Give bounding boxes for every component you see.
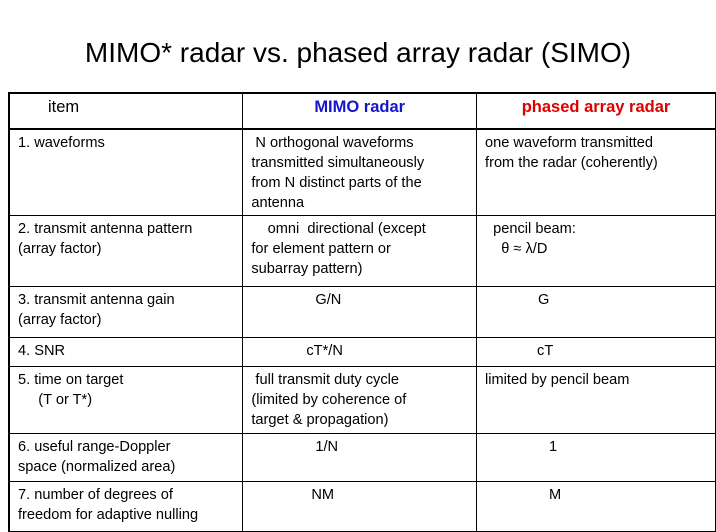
cell-line: 1. waveforms bbox=[18, 135, 105, 151]
cell-line: from N distinct parts of the bbox=[251, 175, 422, 191]
page-title: MIMO* radar vs. phased array radar (SIMO) bbox=[84, 37, 632, 68]
table-header-row bbox=[9, 93, 716, 129]
row-item bbox=[9, 337, 243, 366]
row-phased bbox=[477, 337, 716, 366]
row-item bbox=[9, 481, 243, 531]
row-mimo bbox=[243, 286, 477, 337]
cell-line: 3. transmit antenna gain bbox=[18, 291, 175, 308]
row-mimo bbox=[243, 337, 477, 366]
table-row bbox=[9, 337, 716, 366]
table-row bbox=[9, 286, 716, 337]
cell-line: 6. useful range-Doppler bbox=[18, 438, 171, 455]
row-item bbox=[9, 433, 243, 481]
table-row bbox=[9, 366, 716, 433]
row-phased bbox=[477, 129, 716, 215]
header-phased-array-radar: phased array radar bbox=[477, 93, 716, 129]
cell-line: freedom for adaptive nulling bbox=[18, 506, 199, 523]
row-phased bbox=[477, 366, 716, 433]
row-item bbox=[9, 215, 243, 286]
cell-line: N orthogonal waveforms bbox=[251, 135, 414, 151]
row-phased bbox=[477, 286, 716, 337]
table-row bbox=[9, 129, 716, 215]
cell-line: 1/N bbox=[315, 438, 339, 455]
table-row bbox=[9, 215, 716, 286]
cell-line: pencil beam: bbox=[485, 220, 576, 237]
header-mimo-radar: MIMO radar bbox=[243, 93, 477, 129]
cell-line: subarray pattern) bbox=[251, 260, 363, 277]
table-row bbox=[9, 433, 716, 481]
cell-line: θ ≈ λ/D bbox=[485, 240, 548, 257]
cell-line: limited by pencil beam bbox=[485, 371, 630, 388]
cell-line: one waveform transmitted bbox=[485, 135, 653, 151]
row-item bbox=[9, 286, 243, 337]
cell-line: 5. time on target bbox=[18, 371, 124, 388]
cell-line: antenna bbox=[251, 195, 305, 211]
row-mimo bbox=[243, 129, 477, 215]
cell-line: (array factor) bbox=[18, 240, 102, 257]
row-phased bbox=[477, 215, 716, 286]
cell-line: cT bbox=[537, 342, 554, 359]
cell-line: full transmit duty cycle bbox=[251, 371, 399, 388]
cell-line: G bbox=[538, 291, 550, 308]
cell-line: (array factor) bbox=[18, 311, 102, 328]
cell-line: 2. transmit antenna pattern bbox=[18, 220, 193, 237]
cell-line: transmitted simultaneously bbox=[251, 155, 425, 171]
cell-line: (limited by coherence of bbox=[251, 391, 407, 408]
row-phased bbox=[477, 481, 716, 531]
cell-line: (T or T*) bbox=[18, 391, 93, 408]
cell-line: for element pattern or bbox=[251, 240, 391, 257]
table-row bbox=[9, 481, 716, 531]
row-mimo bbox=[243, 366, 477, 433]
row-item bbox=[9, 366, 243, 433]
cell-line: from the radar (coherently) bbox=[485, 155, 658, 171]
cell-line: omni directional (except bbox=[251, 220, 426, 237]
cell-line: target & propagation) bbox=[251, 411, 389, 428]
cell-line: 7. number of degrees of bbox=[18, 486, 173, 503]
cell-line: 4. SNR bbox=[18, 342, 66, 359]
cell-line: cT*/N bbox=[306, 342, 343, 359]
row-mimo bbox=[243, 481, 477, 531]
row-mimo bbox=[243, 215, 477, 286]
cell-line: space (normalized area) bbox=[18, 458, 176, 475]
comparison-table bbox=[8, 92, 716, 532]
header-item: item bbox=[9, 93, 243, 129]
row-mimo bbox=[243, 433, 477, 481]
cell-line: 1 bbox=[549, 438, 558, 455]
cell-line: NM bbox=[311, 486, 335, 503]
row-phased bbox=[477, 433, 716, 481]
cell-line: M bbox=[549, 486, 562, 503]
row-item bbox=[9, 129, 243, 215]
cell-line: G/N bbox=[315, 291, 342, 308]
